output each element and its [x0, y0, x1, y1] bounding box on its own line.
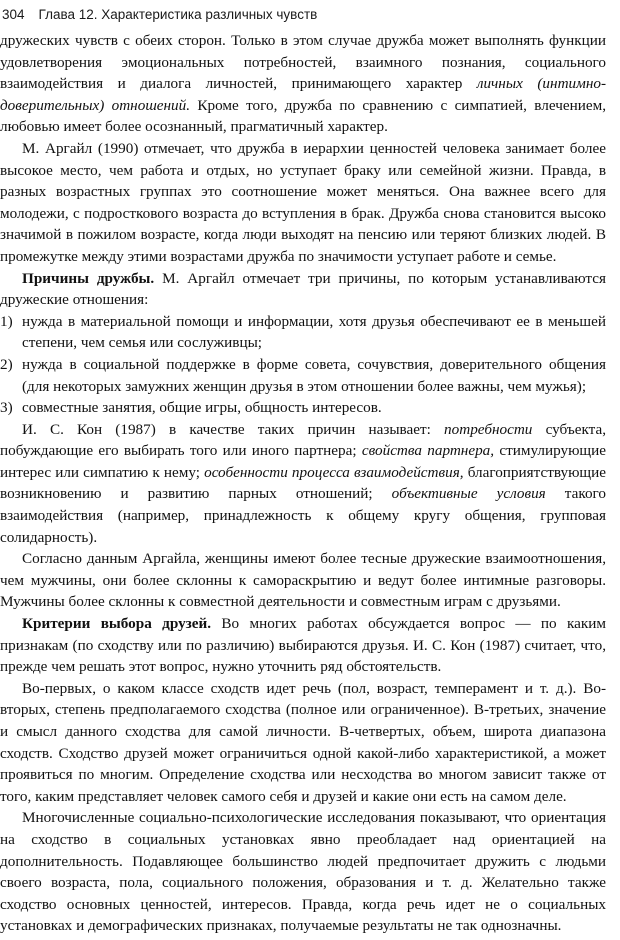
paragraph-3: Причины дружбы. М. Аргайл отмечает три причины, по которым устанавливаются дружеские отношения:	[0, 269, 606, 309]
italic-term: особенности процесса взаимодействия,	[204, 463, 464, 481]
section-heading-reasons: Причины дружбы.	[22, 269, 155, 287]
chapter-title: Глава 12. Характеристика различных чувств	[38, 7, 318, 22]
page-number: 304	[2, 7, 25, 22]
list-number: 1)	[0, 312, 13, 330]
list-item	[0, 397, 606, 419]
list-number: 3)	[0, 399, 13, 417]
running-header	[2, 2, 610, 28]
paragraph-5: Согласно данным Аргайла, женщины имеют более тесные дружеские взаимоотношения, чем мужчины, они более склонны к самораскрытию и ведут более интимные разговоры. Мужчины более склонны к совместной деятельности и совместным играм с друзьями.	[0, 550, 606, 611]
page-body	[0, 30, 606, 937]
paragraph-4: И. С. Кон (1987) в качестве таких причин называет: потребности субъекта, побуждающие его выбирать того или иного партнера; свойства партнера, стимулирующие интерес или симпатию к нему; особенности процесса взаимодействия, благоприятствующие возникновению и развитию парных отношений; объективные условия такого взаимодействия (например, принадлежность к общему кругу общения, групповая солидарность).	[0, 420, 606, 546]
paragraph-7: Во-первых, о каком классе сходств идет речь (пол, возраст, темперамент и т. д.). Во-вторых, степень предполагаемого сходства (полное или ограниченное). В-третьих, значение и смысл данного сходства для самой личности. В-четвертых, объем, широта диапазона сходств. Сходство друзей может ограничиться одной какой-либо характеристикой, а может проявиться по многим. Определение сходства или несходства во многом зависит также от того, каким представляет человек самого себя и друзей и какие они есть на самом деле.	[0, 679, 606, 805]
italic-term: личных (интимно-доверительных) отношений.	[0, 75, 607, 114]
paragraph-8: Многочисленные социально-психологические исследования показывают, что ориентация на сходство в социальных установках явно преобладает над ориентацией на дополнительность. Подавляющее большинство людей предпочитает дружить с людьми своего возраста, пола, социального положения, образования и т. д. Желательно также сходство основных ценностей, интересов. Правда, когда речь идет не о социальных установках и демографических признаках, получаемые результаты не так однозначны.	[0, 809, 606, 935]
list-text: совместные занятия, общие игры, общность интересов.	[22, 399, 382, 417]
paragraph-2: М. Аргайл (1990) отмечает, что дружба в иерархии ценностей человека занимает более высокое место, чем работа и отдых, но уступает браку или семейной жизни. Правда, в разных возрастных группах это соотношение может меняться. Она важнее всего для молодежи, с подросткового возраста до вступления в брак. Дружба снова становится высоко значимой в пожилом возрасте, когда люди выходят на пенсию или теряют близких людей. В промежутке между этими возрастами дружба по значимости уступает работе и семье.	[0, 139, 606, 265]
list-number: 2)	[0, 355, 13, 373]
section-heading-criteria: Критерии выбора друзей.	[22, 615, 212, 633]
italic-term: свойства партнера,	[361, 442, 495, 460]
paragraph-1: дружеских чувств с обеих сторон. Только в этом случае дружба может выполнять функции удовлетворения эмоциональных потребностей, взаимного познания, социального взаимодействия и диалога личностей, принимающего характер личных (интимно-доверительных) отношений. Кроме того, дружба по сравнению с симпатией, влечением, любовью имеет более осознанный, прагматичный характер.	[0, 32, 607, 136]
list-item	[0, 354, 606, 397]
paragraph-6: Критерии выбора друзей. Во многих работах обсуждается вопрос — по каким признакам (по сходству или по различию) выбираются друзья. И. С. Кон (1987) считает, что, прежде чем решать этот вопрос, нужно уточнить ряд обстоятельств.	[0, 615, 606, 676]
list-text: нужда в материальной помощи и информации, хотя друзья обеспечивают ее в меньшей степени, чем семья или сослуживцы;	[22, 312, 606, 352]
italic-term: потребности	[444, 420, 533, 438]
list-text: нужда в социальной поддержке в форме совета, сочувствия, доверительного общения (для некоторых замужних женщин друзья в этом отношении более важны, чем мужья);	[22, 355, 606, 395]
list-item	[0, 311, 606, 354]
italic-term: объективные условия	[391, 485, 546, 503]
